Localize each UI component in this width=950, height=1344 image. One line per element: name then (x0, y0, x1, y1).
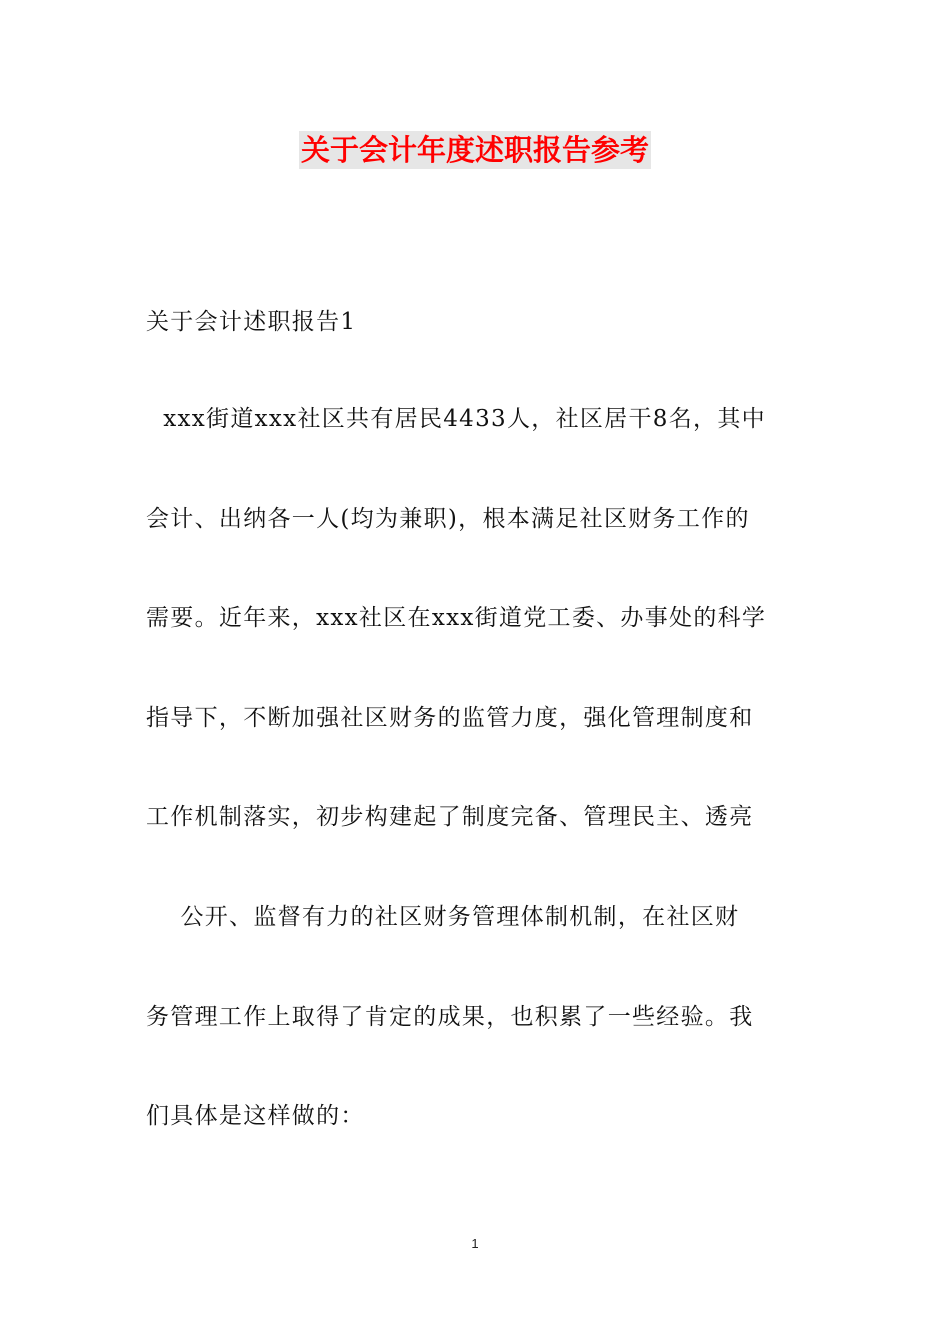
paragraph-line-6: 公开、监督有力的社区财务管理体制机制，在社区财 (146, 904, 740, 930)
paragraph-line-2: 会计、出纳各一人(均为兼职)，根本满足社区财务工作的 (146, 506, 750, 532)
paragraph-line-3: 需要。近年来，xxx社区在xxx街道党工委、办事处的科学 (146, 605, 767, 631)
paragraph-line-8: 们具体是这样做的： (146, 1103, 365, 1129)
paragraph-line-7: 务管理工作上取得了肯定的成果，也积累了一些经验。我 (146, 1004, 754, 1030)
document-title (0, 130, 950, 169)
section-heading: 关于会计述职报告1 (146, 309, 357, 335)
paragraph-line-4: 指导下，不断加强社区财务的监管力度，强化管理制度和 (146, 705, 754, 731)
document-title-text: 关于会计年度述职报告参考 (300, 133, 649, 167)
paragraph-line-1: xxx街道xxx社区共有居民4433人，社区居干8名，其中 (146, 406, 766, 432)
page-number: 1 (471, 1236, 479, 1251)
paragraph-line-5: 工作机制落实，初步构建起了制度完备、管理民主、透亮 (146, 804, 754, 830)
